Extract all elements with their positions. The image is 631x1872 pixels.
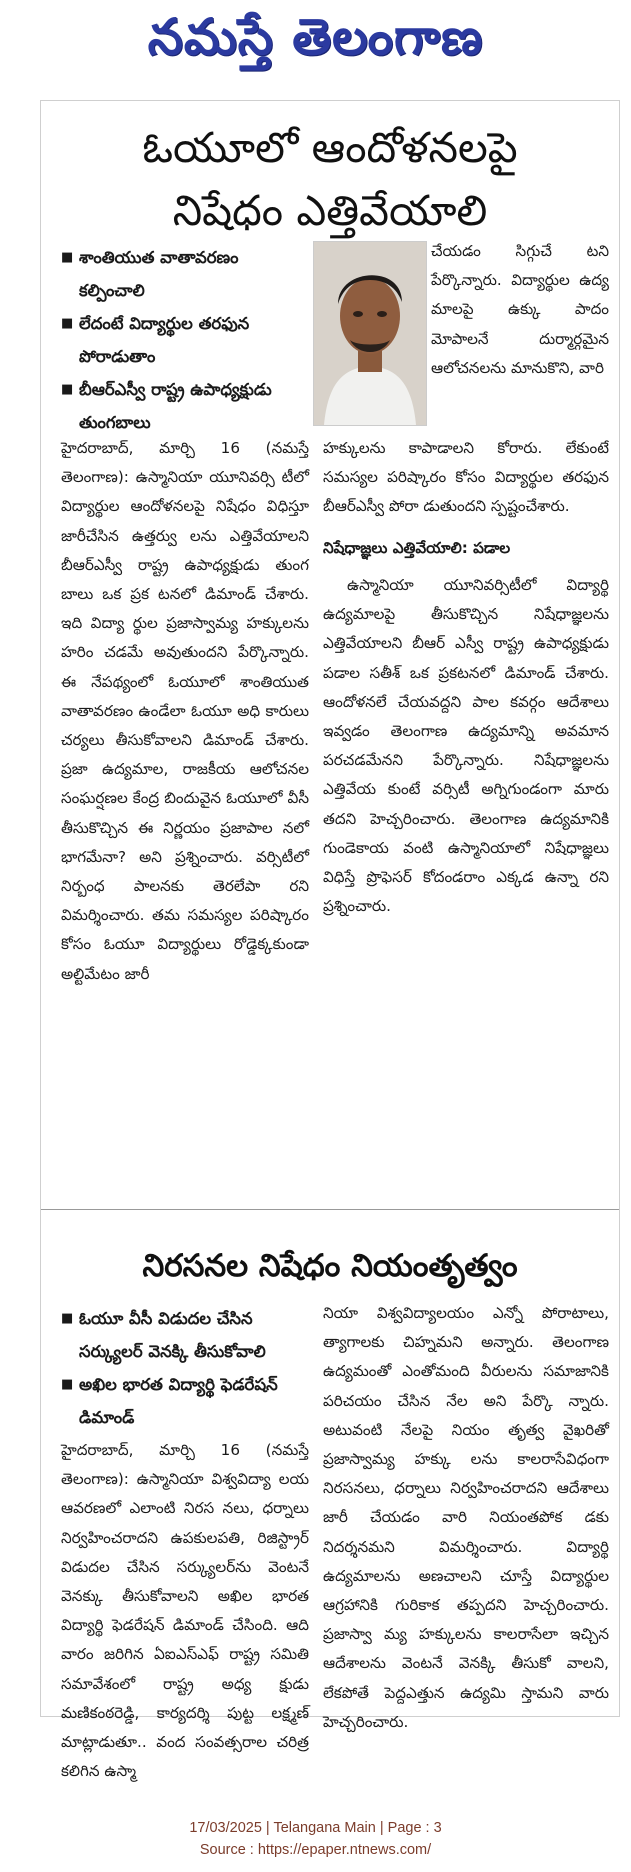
- article1-bullets: [61, 241, 301, 439]
- news-clipping: [40, 100, 620, 1781]
- footer-date-line: 17/03/2025 | Telangana Main | Page : 3: [189, 1820, 442, 1836]
- article1-body-right: హక్కులను కాపాడాలని కోరారు. లేకుంటే సమస్యల పరిష్కారం కోసం విద్యార్థుల తరఫున బీఆర్ఎస్వీ పోరా డుతుందని స్పష్టంచేశారు.: [323, 439, 609, 516]
- article2-bullets: [61, 1302, 311, 1434]
- article2-headline: నిరసనల నిషేధం నియంతృత్వం: [142, 1248, 518, 1284]
- article2-body-right: నియా విశ్వవిద్యాలయం ఎన్నో పోరాటాలు, త్యాగాలకు చిహ్నమని అన్నారు. తెలంగాణ ఉద్యమంతో ఎంతోమంది వీరులను సమాజానికి పరిచయం చేసిన నేల అని పేర్కొ న్నారు. అటువంటి నేలపై నియం తృత్వ వైఖరితో ప్రజాస్వామ్య హక్కు లను కాలరాసేవిధంగా నిరసనలు, ధర్నాలు నిర్వహించరాదని ఆదేశాలు జారీ చేయడం వారి నియంతపోక డకు నిదర్శనమని విమర్శించారు. విద్యార్థి ఉద్యమాలను అణచాలని చూస్తే విద్యార్థుల ఆగ్రహానికి గురికాక తప్పదని హెచ్చరించారు. ప్రజాస్వా మ్య హక్కులను కాలరాసేలా ఇచ్చిన ఆదేశాలను వెంటనే వెనక్కి తీసుకో వాలని, లేకపోతే పెద్దఎత్తున ఉద్యమి స్తామని వారు హెచ్చరించారు.: [323, 1304, 609, 1731]
- bullet-item: ■ ఓయూ వీసీ విడుదల చేసిన సర్క్యులర్ వెనక్కి తీసుకోవాలి: [61, 1302, 311, 1368]
- bullet-item: ■ అఖిల భారత విద్యార్థి ఫెడరేషన్ డిమాండ్: [61, 1368, 311, 1434]
- bullet-item: ■ బీఆర్ఎస్వీ రాష్ట్ర ఉపాధ్యక్షుడు తుంగబాలు: [61, 373, 301, 439]
- section-divider: [41, 1209, 619, 1210]
- person-photo: [313, 241, 427, 426]
- article1-body-right2: ఉస్మానియా యూనివర్సిటీలో విద్యార్థి ఉద్యమాలపై తీసుకొచ్చిన నిషేధాజ్ఞలను ఎత్తివేయాలని బీఆర్ ఎస్వీ రాష్ట్ర ఉపాధ్యక్షుడు పడాల సతీశ్ ఒక ప్రకటనలో డిమాండ్ చేశారు. ఆందోళనలే చేయవద్దని పాల కవర్గం ఆదేశాలు ఇవ్వడం తెలంగాణ ఉద్యమాన్ని అవమాన పరచడమేనని పేర్కొన్నారు. నిషేధాజ్ఞలను ఎత్తివేయ కుంటే వర్సిటీ అగ్నిగుండంగా మారు తదని హెచ్చరించారు. తెలంగాణ ఉద్యమానికి గుండెకాయ వంటి ఉస్మానియాలో నిషేధాజ్ఞలు విధిస్తే ప్రొఫెసర్ కోదండరాం ఎక్కడ ఉన్నా రని ప్రశ్నించారు.: [323, 576, 609, 916]
- article1-right-top-text: చేయడం సిగ్గుచే టని పేర్కొన్నారు. విద్యార్థుల ఉద్య మాలపై ఉక్కు పాదం మోపాలనే దుర్మార్గమైన ఆలోచనలను మానుకొని, వారి: [431, 242, 609, 377]
- article1-body-left: హైదరాబాద్, మార్చి 16 (నమస్తే తెలంగాణ): ఉస్మానియా యూనివర్సి టీలో విద్యార్థుల ఆందోళనలపై నిషేధం విధిస్తూ జారీచేసిన ఉత్తర్వు లను ఎత్తివేయాలని బీఆర్ఎస్వీ రాష్ట్ర ఉపాధ్యక్షుడు తుంగ బాలు ఒక ప్రక టనలో డిమాండ్ చేశారు. ఇది విద్యా ర్థుల ప్రజాస్వామ్య హక్కులను హరిం చడమే అవుతుందని పేర్కొన్నారు. ఈ నేపథ్యంలో ఓయూలో శాంతియుత వాతావరణం ఉండేలా ఓయూ అధి కారులు చర్యలు తీసుకోవాలని డిమాండ్ చేశారు. ప్రజా ఉద్యమాల, రాజకీయ ఆలోచనల సంఘర్షణల కేంద్ర బిందువైన ఓయూలో వీసీ తీసుకొచ్చిన ఈ నిర్ణయం ప్రజాపాల నలో భాగమేనా? అని ప్రశ్నించారు. వర్సిటీలో నిర్బంధ పాలనకు తెరలేపా రని విమర్శించారు. తమ సమస్యల పరిష్కారం కోసం ఓయూ విద్యార్థులు రోడ్డెక్కకుండా అల్టిమేటం జారీ: [61, 439, 309, 983]
- newspaper-masthead: [0, 8, 631, 78]
- article1-headline-line2: నిషేధం ఎత్తివేయాలి: [172, 186, 488, 235]
- article1-subhead: నిషేధాజ్ఞలు ఎత్తివేయాలి: పడాల: [323, 539, 511, 557]
- footer-source-line: Source : https://epaper.ntnews.com/: [199, 1842, 432, 1858]
- portrait-image: [314, 242, 426, 425]
- masthead-title: నమస్తే తెలంగాణ: [147, 7, 484, 66]
- article1-headline-line1: ఓయూలో ఆందోళనలపై: [142, 123, 518, 172]
- bullet-item: ■ లేదంటే విద్యార్థుల తరఫున పోరాడుతాం: [61, 307, 301, 373]
- article2-body-left: హైదరాబాద్, మార్చి 16 (నమస్తే తెలంగాణ): ఉస్మానియా విశ్వవిద్యా లయ ఆవరణలో ఎలాంటి నిరస నలు, ధర్నాలు నిర్వహించరాదని ఉపకులపతి, రిజిస్ట్రార్ విడుదల చేసిన సర్క్యులర్‌ను వెంటనే వెనక్కు తీసుకోవాలని అఖిల భారత విద్యార్థి ఫెడరేషన్ డిమాండ్ చేసింది. ఆది వారం జరిగిన ఏఐఎస్ఎఫ్ రాష్ట్ర సమితి సమావేశంలో రాష్ట్ర అధ్య క్షుడు మణికంఠరెడ్డి, కార్యదర్శి పుట్ట లక్ష్మణ్ మాట్లాడుతూ.. వంద సంవత్సరాల చరిత్ర కలిగిన ఉస్మా: [61, 1441, 309, 1781]
- bullet-item: ■ శాంతియుత వాతావరణం కల్పించాలి: [61, 241, 301, 307]
